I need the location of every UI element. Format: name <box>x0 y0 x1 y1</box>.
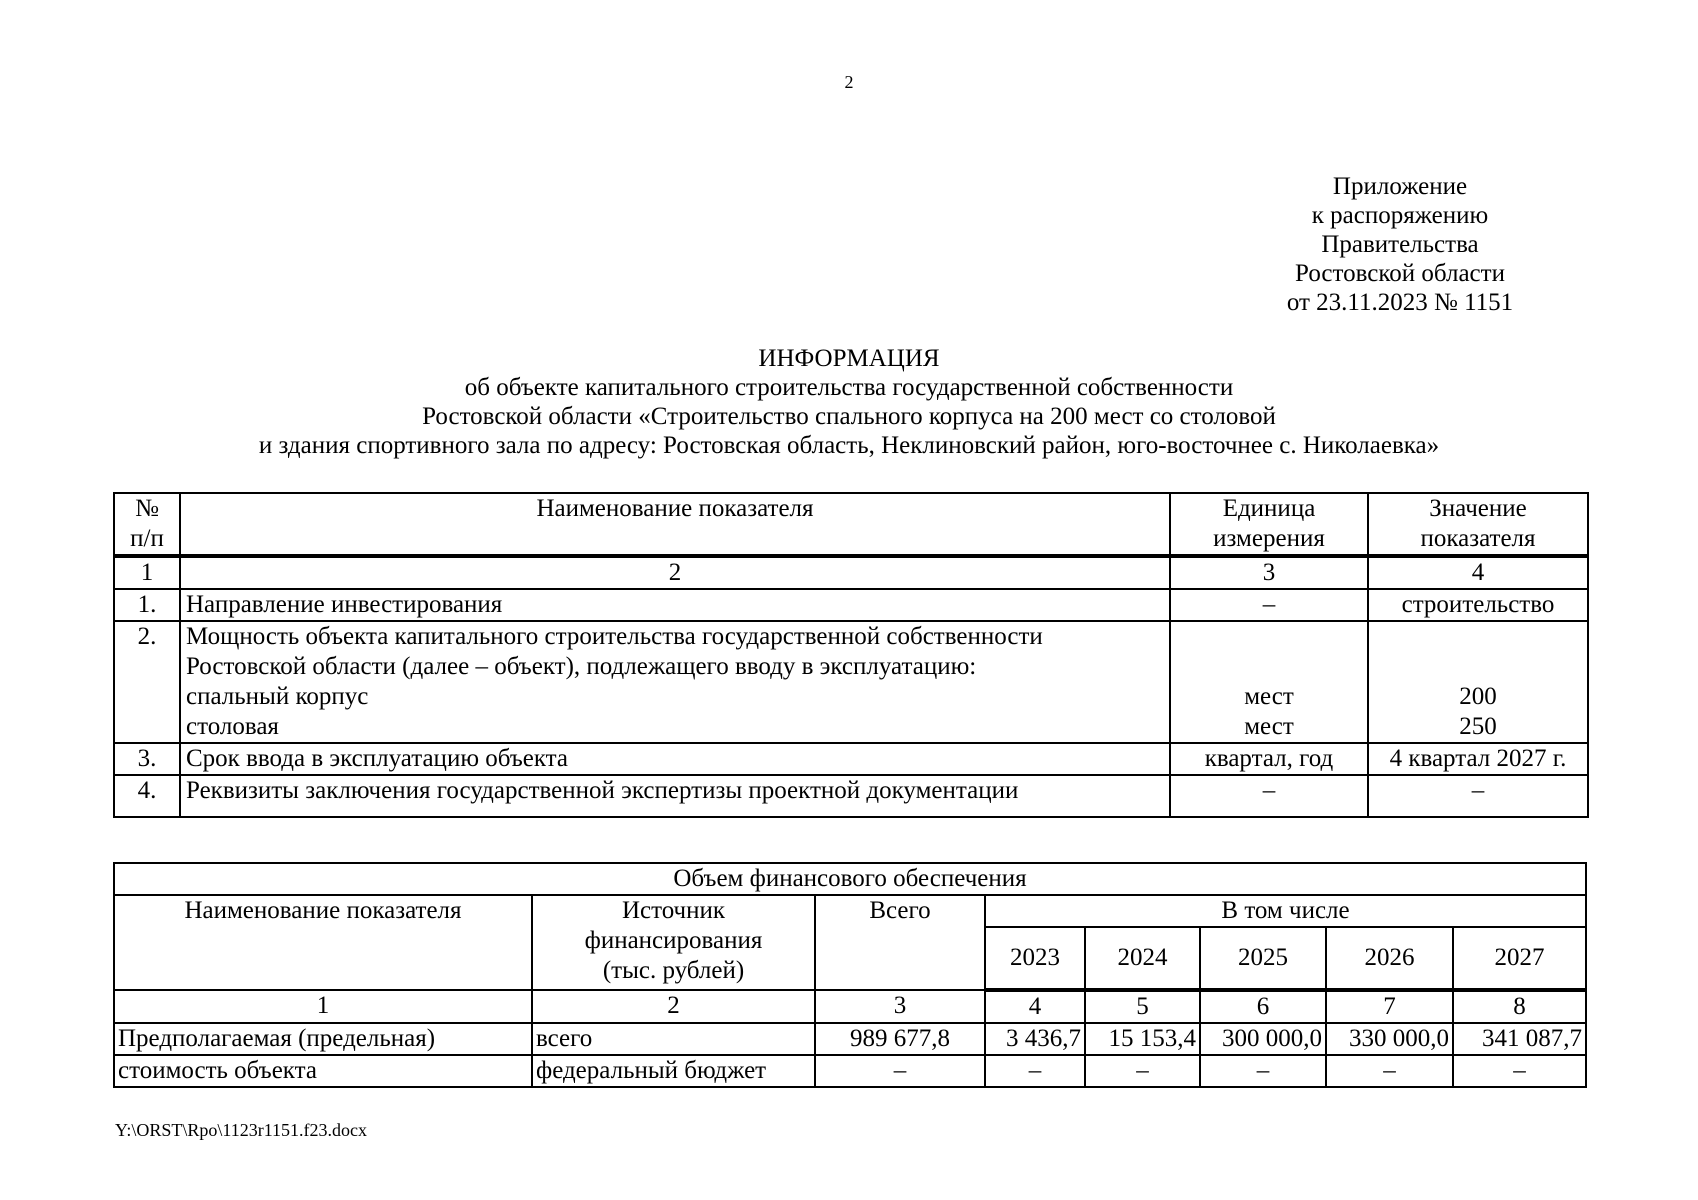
header-unit: Единица измерения <box>1170 493 1368 556</box>
appendix-line: Ростовской области <box>1295 260 1505 287</box>
row-year-value: 15 153,4 <box>1085 1023 1200 1055</box>
document-title: ИНФОРМАЦИЯ <box>758 345 940 372</box>
row-total: 989 677,8 <box>815 1023 985 1055</box>
row-name: стоимость объекта <box>114 1055 532 1087</box>
row-total: – <box>815 1055 985 1087</box>
row-name: Предполагаемая (предельная) <box>114 1023 532 1055</box>
header-year: 2025 <box>1200 927 1326 990</box>
row-name: Направление инвестирования <box>180 589 1170 621</box>
financing-table <box>113 862 1587 1088</box>
table-row <box>114 621 1588 743</box>
header-including: В том числе <box>985 895 1586 927</box>
header-year: 2023 <box>985 927 1085 990</box>
table-row <box>114 1023 1586 1055</box>
table-header-row <box>114 895 1586 927</box>
header-year: 2027 <box>1453 927 1586 990</box>
heading-line: и здания спортивного зала по адресу: Ростовская область, Неклиновский район, юго-восточнее с. Николаевка» <box>258 432 1440 459</box>
row-year-value: – <box>1085 1055 1200 1087</box>
column-number: 1 <box>114 556 180 589</box>
column-number: 8 <box>1453 990 1586 1023</box>
appendix-date-line: от 23.11.2023 № 1151 <box>1286 289 1514 316</box>
header-year: 2024 <box>1085 927 1200 990</box>
row-unit <box>1170 621 1368 743</box>
row-name: Срок ввода в эксплуатацию объекта <box>180 743 1170 775</box>
row-name: Мощность объекта капитального строительства государственной собственности Ростовской области (далее – объект), подлежащего вводу в эксплуатацию: спальный корпус столовая <box>180 621 1170 743</box>
row-name: Реквизиты заключения государственной экспертизы проектной документации <box>180 775 1170 817</box>
row-source: всего <box>532 1023 815 1055</box>
sub-item-name: столовая <box>186 713 279 740</box>
row-value <box>1368 621 1588 743</box>
appendix-line: Приложение <box>1332 173 1468 200</box>
column-number: 1 <box>114 990 532 1023</box>
row-value: – <box>1368 775 1588 817</box>
row-year-value: 330 000,0 <box>1326 1023 1453 1055</box>
row-year-value: – <box>1200 1055 1326 1087</box>
table-header-row <box>114 493 1588 556</box>
appendix-line: к распоряжению <box>1311 202 1489 229</box>
row-value: 4 квартал 2027 г. <box>1368 743 1588 775</box>
header-source: Источник финансирования (тыс. рублей) <box>532 895 815 990</box>
column-number-row <box>114 556 1588 589</box>
table-row <box>114 743 1588 775</box>
row-value: строительство <box>1368 589 1588 621</box>
row-unit: – <box>1170 775 1368 817</box>
row-source: федеральный бюджет <box>532 1055 815 1087</box>
column-number: 2 <box>532 990 815 1023</box>
table-row <box>114 1055 1586 1087</box>
row-year-value: 3 436,7 <box>985 1023 1085 1055</box>
column-number: 6 <box>1200 990 1326 1023</box>
header-name: Наименование показателя <box>180 493 1170 556</box>
column-number: 2 <box>180 556 1170 589</box>
column-number-row <box>114 990 1586 1023</box>
sub-item-value: 250 <box>1459 713 1497 740</box>
sub-item-name: спальный корпус <box>186 683 369 710</box>
row-year-value: – <box>1453 1055 1586 1087</box>
column-number: 3 <box>815 990 985 1023</box>
sub-item-unit: мест <box>1244 683 1294 710</box>
header-year: 2026 <box>1326 927 1453 990</box>
row-number: 1. <box>114 589 180 621</box>
financing-title: Объем финансового обеспечения <box>114 863 1586 895</box>
heading-line: Ростовской области «Строительство спального корпуса на 200 мест со столовой <box>422 403 1276 430</box>
sub-item-value: 200 <box>1459 683 1497 710</box>
row-unit: – <box>1170 589 1368 621</box>
header-value: Значение показателя <box>1368 493 1588 556</box>
appendix-line: Правительства <box>1321 231 1479 258</box>
page-number: 2 <box>844 72 854 92</box>
row-year-value: – <box>1326 1055 1453 1087</box>
row-number: 2. <box>114 621 180 743</box>
header-total: Всего <box>815 895 985 990</box>
column-number: 3 <box>1170 556 1368 589</box>
row-unit: квартал, год <box>1170 743 1368 775</box>
indicators-table <box>113 492 1589 818</box>
row-year-value: – <box>985 1055 1085 1087</box>
row-year-value: 341 087,7 <box>1453 1023 1586 1055</box>
financing-title-row <box>114 863 1586 895</box>
column-number: 4 <box>985 990 1085 1023</box>
appendix-block <box>1240 172 1560 317</box>
document-heading <box>0 344 1698 460</box>
file-path-footer: Y:\ORST\Rpo\1123r1151.f23.docx <box>115 1120 368 1140</box>
header-num: № п/п <box>114 493 180 556</box>
row-year-value: 300 000,0 <box>1200 1023 1326 1055</box>
heading-line: об объекте капитального строительства государственной собственности <box>464 374 1234 401</box>
sub-item-unit: мест <box>1244 713 1294 740</box>
row-number: 4. <box>114 775 180 817</box>
table-row <box>114 775 1588 817</box>
table-row <box>114 589 1588 621</box>
header-name: Наименование показателя <box>114 895 532 990</box>
row-number: 3. <box>114 743 180 775</box>
column-number: 7 <box>1326 990 1453 1023</box>
column-number: 4 <box>1368 556 1588 589</box>
column-number: 5 <box>1085 990 1200 1023</box>
